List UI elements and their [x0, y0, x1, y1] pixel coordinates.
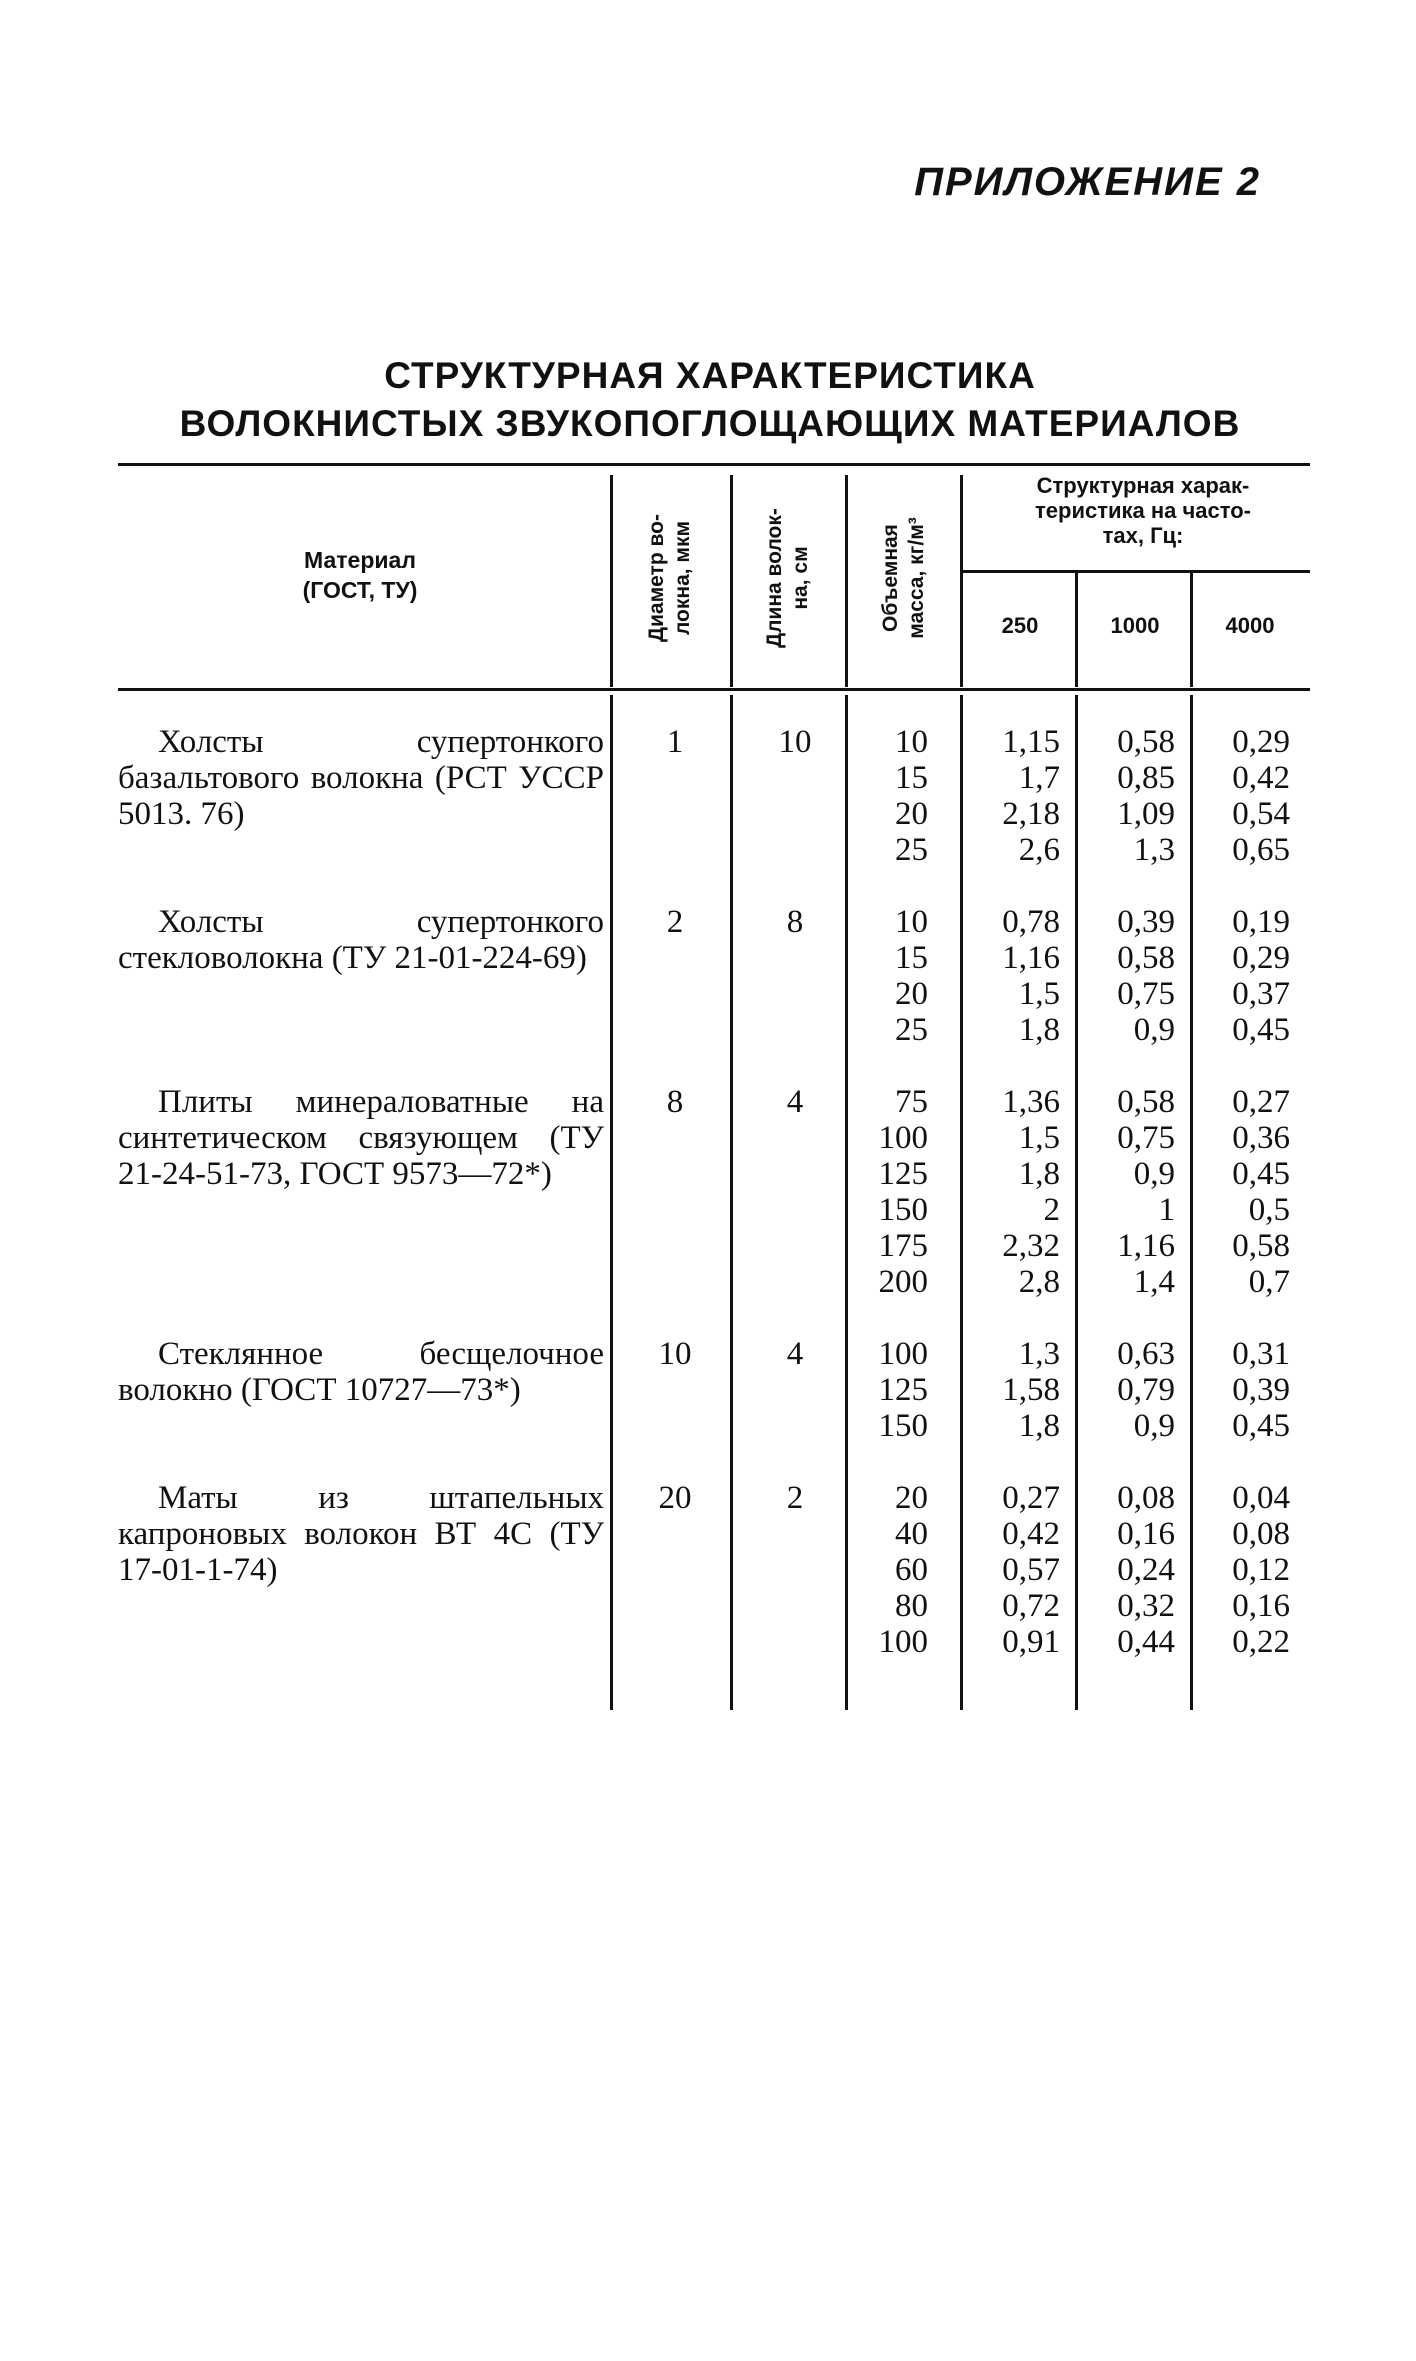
value-1000-hz: 0,39 0,58 0,75 0,9: [1117, 904, 1175, 1048]
frequency-header-1000: 1000: [1110, 613, 1160, 638]
value-4000-hz: 0,31 0,39 0,45: [1232, 1336, 1290, 1444]
value-250-hz: 1,3 1,58 1,8: [1002, 1336, 1060, 1444]
body-divider-2: [730, 695, 733, 1710]
material-name: Плиты минераловатные на синтетическом связующем (ТУ 21-24-51-73, ГОСТ 9573—72*): [118, 1084, 604, 1192]
frequency-subheader-rule: [962, 570, 1310, 573]
header-bottom-rule: [118, 688, 1310, 691]
material-name: Холсты супертонкого базальтового волокна (РСТ УССР 5013. 76): [118, 724, 604, 832]
frequency-header-4000: 4000: [1225, 613, 1275, 638]
fiber-length: 4: [786, 1084, 804, 1120]
table-top-rule: [118, 463, 1310, 466]
fiber-diameter: 20: [658, 1480, 692, 1516]
value-4000-hz: 0,27 0,36 0,45 0,5 0,58 0,7: [1232, 1084, 1290, 1300]
header-divider-1: [610, 475, 613, 687]
title-line-1: СТРУКТУРНАЯ ХАРАКТЕРИСТИКА: [384, 355, 1036, 396]
value-1000-hz: 0,63 0,79 0,9: [1117, 1336, 1175, 1444]
value-250-hz: 0,78 1,16 1,5 1,8: [1002, 904, 1060, 1048]
value-250-hz: 0,27 0,42 0,57 0,72 0,91: [1002, 1480, 1060, 1660]
value-1000-hz: 0,58 0,85 1,09 1,3: [1117, 724, 1175, 868]
value-1000-hz: 0,58 0,75 0,9 1 1,16 1,4: [1117, 1084, 1175, 1300]
header-divider-2: [730, 475, 733, 687]
value-4000-hz: 0,19 0,29 0,37 0,45: [1232, 904, 1290, 1048]
density-column-header: Объемная масса, кг/м³: [879, 517, 928, 639]
fiber-diameter: 1: [666, 724, 684, 760]
bulk-density: 20 40 60 80 100: [878, 1480, 928, 1660]
bulk-density: 10 15 20 25: [895, 724, 928, 868]
body-divider-4: [960, 695, 963, 1710]
fiber-length: 4: [786, 1336, 804, 1372]
header-divider-6: [1190, 572, 1193, 687]
bulk-density: 10 15 20 25: [895, 904, 928, 1048]
value-4000-hz: 0,29 0,42 0,54 0,65: [1232, 724, 1290, 868]
value-1000-hz: 0,08 0,16 0,24 0,32 0,44: [1117, 1480, 1175, 1660]
material-name: Холсты супертонкого стекловолокна (ТУ 21-01-224-69): [118, 904, 604, 976]
frequency-header-250: 250: [1001, 613, 1039, 638]
body-divider-3: [845, 695, 848, 1710]
fiber-length: 8: [786, 904, 804, 940]
value-4000-hz: 0,04 0,08 0,12 0,16 0,22: [1232, 1480, 1290, 1660]
appendix-label: ПРИЛОЖЕНИЕ 2: [914, 160, 1261, 204]
value-250-hz: 1,36 1,5 1,8 2 2,32 2,8: [1002, 1084, 1060, 1300]
table-title: [110, 352, 1310, 448]
bulk-density: 100 125 150: [878, 1336, 928, 1444]
fiber-diameter: 8: [666, 1084, 684, 1120]
header-divider-3: [845, 475, 848, 687]
material-name: Маты из штапельных капроновых волокон ВТ 4С (ТУ 17-01-1-74): [118, 1480, 604, 1588]
fiber-length: 10: [778, 724, 812, 760]
body-divider-6: [1190, 695, 1193, 1710]
length-column-header: Длина волок- на, см: [763, 508, 812, 648]
structural-characteristic-header: Структурная харак- теристика на часто- тах, Гц:: [1035, 473, 1251, 548]
fiber-diameter: 2: [666, 904, 684, 940]
title-line-2: ВОЛОКНИСТЫХ ЗВУКОПОГЛОЩАЮЩИХ МАТЕРИАЛОВ: [179, 403, 1241, 444]
bulk-density: 75 100 125 150 175 200: [878, 1084, 928, 1300]
material-column-header: Материал (ГОСТ, ТУ): [302, 547, 418, 603]
fiber-length: 2: [786, 1480, 804, 1516]
value-250-hz: 1,15 1,7 2,18 2,6: [1002, 724, 1060, 868]
fiber-diameter: 10: [658, 1336, 692, 1372]
header-divider-5: [1075, 572, 1078, 687]
body-divider-5: [1075, 695, 1078, 1710]
diameter-column-header: Диаметр во- локна, мкм: [645, 514, 694, 642]
body-divider-1: [610, 695, 613, 1710]
material-name: Стеклянное бесщелочное волокно (ГОСТ 10727—73*): [118, 1336, 604, 1408]
